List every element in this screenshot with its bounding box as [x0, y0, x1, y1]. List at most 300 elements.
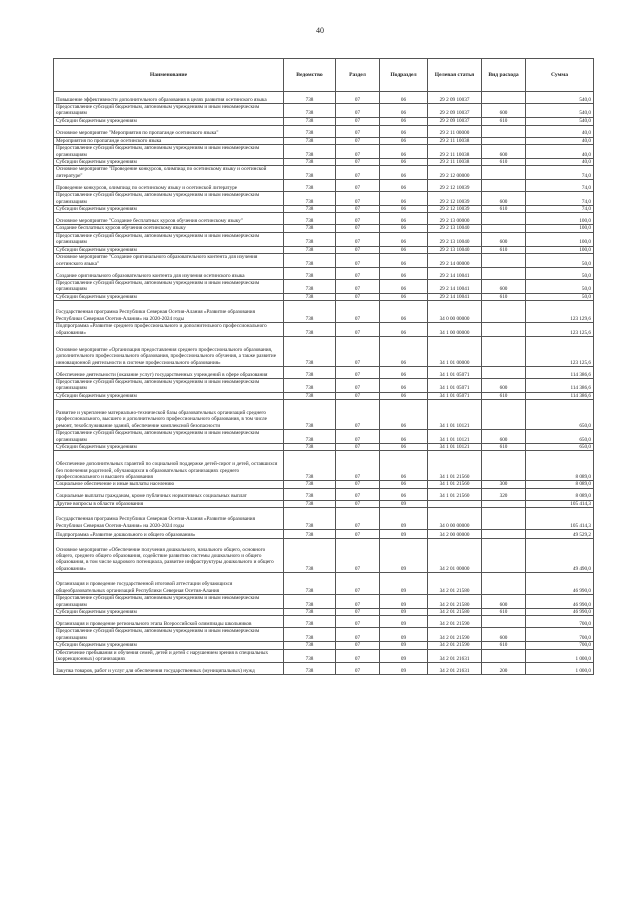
table-row: [54, 206, 594, 213]
cell-vid: [482, 366, 526, 378]
cell-statya: 34 1 00 00000: [428, 323, 482, 337]
cell-vid: 600: [482, 378, 526, 392]
cell-summa: 700,0: [526, 616, 594, 628]
cell-ved: 738: [284, 366, 336, 378]
cell-name: Предоставление субсидий бюджетным, автономным учреждениям и иным некоммерческим организациям: [54, 430, 284, 444]
cell-ved: 738: [284, 430, 336, 444]
col-header-summa: Сумма: [526, 59, 594, 92]
col-header-vid: Вид расхода: [482, 59, 526, 92]
cell-summa: 74,0: [526, 192, 594, 206]
cell-statya: 34 1 01 05071: [428, 378, 482, 392]
cell-name: Предоставление субсидий бюджетным, автономным учреждениям и иным некоммерческим организациям: [54, 145, 284, 159]
cell-summa: 74,0: [526, 166, 594, 180]
cell-ved: 738: [284, 573, 336, 595]
cell-summa: 40,0: [526, 137, 594, 144]
cell-razdel: 07: [336, 246, 380, 253]
cell-ved: 738: [284, 508, 336, 530]
cell-ved: 738: [284, 642, 336, 649]
cell-summa: 540,0: [526, 117, 594, 125]
cell-name: Подпрограмма «Развитие дошкольного и общего образования»: [54, 530, 284, 539]
table-row: [54, 137, 594, 144]
cell-podrazdel: 06: [380, 159, 428, 166]
cell-statya: 34 1 01 21560: [428, 488, 482, 500]
cell-podrazdel: 06: [380, 246, 428, 253]
cell-name: Организация и проведение государственной итоговой аттестации обучающихся общеобразовательных организаций Республики Северная Осетия-Алания: [54, 573, 284, 595]
cell-name: Развитие и укрепление материально-технической базы образовательных организаций среднего профессионального, высшего и дополнительного профессионального образования, в том числе ремонт, техобслуживание зданий, обеспечение комплексной безопасности: [54, 400, 284, 430]
cell-podrazdel: 09: [380, 609, 428, 616]
cell-summa: 46 990,0: [526, 609, 594, 616]
cell-razdel: 07: [336, 508, 380, 530]
cell-statya: 34 2 01 21631: [428, 663, 482, 675]
cell-podrazdel: 09: [380, 530, 428, 539]
cell-summa: 1 000,0: [526, 649, 594, 663]
cell-summa: 114 386,6: [526, 378, 594, 392]
cell-ved: 738: [284, 137, 336, 144]
cell-razdel: 07: [336, 366, 380, 378]
table-row: [54, 254, 594, 268]
cell-razdel: 07: [336, 301, 380, 323]
cell-name: Субсидии бюджетным учреждениям: [54, 246, 284, 253]
cell-name: Повышение эффективности дополнительного образования в целях развития осетинского языка: [54, 92, 284, 104]
cell-summa: 40,0: [526, 159, 594, 166]
cell-summa: 49 529,2: [526, 530, 594, 539]
cell-ved: 738: [284, 117, 336, 125]
cell-razdel: 07: [336, 488, 380, 500]
cell-name: Субсидии бюджетным учреждениям: [54, 117, 284, 125]
cell-statya: 29 2 11 10038: [428, 145, 482, 159]
cell-razdel: 07: [336, 293, 380, 300]
cell-vid: 600: [482, 192, 526, 206]
cell-vid: 610: [482, 642, 526, 649]
table-row: [54, 145, 594, 159]
cell-podrazdel: 06: [380, 323, 428, 337]
cell-podrazdel: 06: [380, 267, 428, 279]
cell-razdel: 07: [336, 530, 380, 539]
cell-ved: 738: [284, 246, 336, 253]
table-row: [54, 609, 594, 616]
table-body: [54, 92, 594, 675]
table-row: [54, 336, 594, 366]
cell-summa: 100,0: [526, 246, 594, 253]
cell-podrazdel: 06: [380, 117, 428, 125]
cell-name: Предоставление субсидий бюджетным, автономным учреждениям и иным некоммерческим организациям: [54, 595, 284, 609]
cell-vid: 300: [482, 481, 526, 488]
cell-podrazdel: 09: [380, 642, 428, 649]
cell-ved: 738: [284, 336, 336, 366]
cell-ved: 738: [284, 609, 336, 616]
cell-statya: 34 1 01 10121: [428, 400, 482, 430]
cell-statya: 34 1 01 10121: [428, 430, 482, 444]
cell-razdel: 07: [336, 104, 380, 118]
cell-summa: 123 129,6: [526, 301, 594, 323]
cell-statya: 34 2 01 21580: [428, 595, 482, 609]
cell-summa: 100,0: [526, 225, 594, 232]
cell-ved: 738: [284, 323, 336, 337]
cell-vid: [482, 539, 526, 573]
cell-razdel: 07: [336, 595, 380, 609]
cell-vid: [482, 180, 526, 192]
cell-name: Обеспечение деятельности (оказание услуг) государственных учреждений в сфере образования: [54, 366, 284, 378]
cell-razdel: 07: [336, 642, 380, 649]
cell-statya: 34 1 01 21560: [428, 451, 482, 481]
cell-ved: 738: [284, 92, 336, 104]
cell-statya: 29 2 12 10039: [428, 180, 482, 192]
table-row: [54, 267, 594, 279]
cell-statya: 34 2 01 21631: [428, 649, 482, 663]
cell-razdel: 07: [336, 267, 380, 279]
cell-statya: 34 2 01 00000: [428, 539, 482, 573]
cell-ved: 738: [284, 267, 336, 279]
cell-razdel: 07: [336, 137, 380, 144]
cell-statya: 29 2 09 10037: [428, 117, 482, 125]
cell-statya: 29 2 12 00000: [428, 166, 482, 180]
cell-podrazdel: 06: [380, 481, 428, 488]
table-row: [54, 125, 594, 137]
cell-vid: [482, 225, 526, 232]
cell-vid: [482, 530, 526, 539]
cell-ved: 738: [284, 254, 336, 268]
cell-summa: 1 000,0: [526, 663, 594, 675]
cell-ved: 738: [284, 279, 336, 293]
table-row: [54, 117, 594, 125]
cell-vid: [482, 649, 526, 663]
table-row: [54, 443, 594, 450]
cell-statya: 29 2 13 00000: [428, 213, 482, 225]
table-row: [54, 92, 594, 104]
cell-razdel: 07: [336, 378, 380, 392]
cell-summa: 74,0: [526, 206, 594, 213]
cell-statya: 29 2 14 10041: [428, 279, 482, 293]
cell-statya: 34 2 01 21580: [428, 573, 482, 595]
cell-podrazdel: 09: [380, 500, 428, 507]
cell-name: Социальные выплаты гражданам, кроме публичных нормативных социальных выплат: [54, 488, 284, 500]
cell-podrazdel: 06: [380, 254, 428, 268]
table-row: [54, 378, 594, 392]
cell-razdel: 07: [336, 232, 380, 246]
cell-vid: [482, 137, 526, 144]
cell-statya: 34 1 01 05071: [428, 366, 482, 378]
cell-statya: 34 2 01 21580: [428, 609, 482, 616]
cell-vid: 600: [482, 145, 526, 159]
cell-vid: 610: [482, 206, 526, 213]
cell-summa: 700,0: [526, 628, 594, 642]
cell-podrazdel: 06: [380, 392, 428, 399]
cell-summa: 123 125,6: [526, 323, 594, 337]
cell-summa: 8 089,0: [526, 488, 594, 500]
cell-statya: 34 1 01 00000: [428, 336, 482, 366]
cell-razdel: 07: [336, 451, 380, 481]
budget-table: [53, 58, 594, 675]
cell-podrazdel: 06: [380, 301, 428, 323]
cell-ved: 738: [284, 595, 336, 609]
cell-statya: 29 2 12 10039: [428, 206, 482, 213]
cell-razdel: 07: [336, 225, 380, 232]
cell-vid: [482, 92, 526, 104]
cell-name: Предоставление субсидий бюджетным, автономным учреждениям и иным некоммерческим организациям: [54, 104, 284, 118]
cell-summa: 50,0: [526, 293, 594, 300]
cell-ved: 738: [284, 649, 336, 663]
cell-razdel: 07: [336, 500, 380, 507]
page-number: 40: [316, 26, 324, 35]
table-row: [54, 192, 594, 206]
cell-podrazdel: 09: [380, 663, 428, 675]
cell-summa: 50,0: [526, 279, 594, 293]
cell-name: Субсидии бюджетным учреждениям: [54, 206, 284, 213]
cell-vid: 610: [482, 293, 526, 300]
table-row: [54, 213, 594, 225]
cell-name: Социальное обеспечение и иные выплаты населению: [54, 481, 284, 488]
table-row: [54, 530, 594, 539]
cell-vid: 610: [482, 443, 526, 450]
cell-vid: 600: [482, 430, 526, 444]
cell-podrazdel: 06: [380, 336, 428, 366]
cell-name: Мероприятия по пропаганде осетинского языка: [54, 137, 284, 144]
cell-vid: 610: [482, 609, 526, 616]
cell-razdel: 07: [336, 279, 380, 293]
cell-name: Закупка товаров, работ и услуг для обеспечения государственных (муниципальных) нужд: [54, 663, 284, 675]
table-row: [54, 500, 594, 507]
cell-podrazdel: 09: [380, 628, 428, 642]
cell-podrazdel: 06: [380, 366, 428, 378]
cell-razdel: 07: [336, 166, 380, 180]
cell-summa: 49 490,0: [526, 539, 594, 573]
cell-name: Создание бесплатных курсов обучения осетинскому языку: [54, 225, 284, 232]
cell-podrazdel: 09: [380, 595, 428, 609]
cell-razdel: 07: [336, 192, 380, 206]
cell-ved: 738: [284, 443, 336, 450]
cell-vid: [482, 254, 526, 268]
cell-vid: [482, 616, 526, 628]
cell-statya: 34 0 00 00000: [428, 508, 482, 530]
cell-podrazdel: 06: [380, 400, 428, 430]
cell-statya: 29 2 11 10038: [428, 137, 482, 144]
cell-statya: 34 2 01 21590: [428, 642, 482, 649]
table-row: [54, 649, 594, 663]
table-row: [54, 539, 594, 573]
cell-summa: 114 386,6: [526, 392, 594, 399]
cell-name: Субсидии бюджетным учреждениям: [54, 392, 284, 399]
cell-statya: 34 2 00 00000: [428, 530, 482, 539]
cell-statya: 34 1 01 05071: [428, 392, 482, 399]
cell-statya: 29 2 14 10041: [428, 267, 482, 279]
cell-statya: 29 2 14 10041: [428, 293, 482, 300]
cell-vid: 600: [482, 104, 526, 118]
cell-podrazdel: 06: [380, 443, 428, 450]
cell-summa: 105 414,3: [526, 500, 594, 507]
cell-vid: [482, 166, 526, 180]
col-header-ved: Ведомство: [284, 59, 336, 92]
cell-ved: 738: [284, 530, 336, 539]
cell-summa: 650,0: [526, 443, 594, 450]
cell-name: Основное мероприятие «Обеспечение получения дошкольного, начального общего, основного общего, среднего общего образования, содействие развитию системы дошкольного и общего образования, в том числе кадрового потенциала, развитие инфраструктуры дошкольного и общего образования»: [54, 539, 284, 573]
cell-ved: 738: [284, 616, 336, 628]
cell-ved: 738: [284, 400, 336, 430]
cell-vid: [482, 573, 526, 595]
cell-razdel: 07: [336, 180, 380, 192]
cell-vid: 610: [482, 159, 526, 166]
cell-summa: 8 089,0: [526, 481, 594, 488]
cell-razdel: 07: [336, 539, 380, 573]
cell-razdel: 07: [336, 159, 380, 166]
cell-razdel: 07: [336, 145, 380, 159]
cell-razdel: 07: [336, 430, 380, 444]
cell-razdel: 07: [336, 609, 380, 616]
cell-statya: [428, 500, 482, 507]
cell-razdel: 07: [336, 649, 380, 663]
cell-name: Создание оригинального образовательного контента для изучения осетинского языка: [54, 267, 284, 279]
cell-name: Субсидии бюджетным учреждениям: [54, 443, 284, 450]
cell-ved: 738: [284, 539, 336, 573]
cell-vid: 600: [482, 232, 526, 246]
cell-name: Предоставление субсидий бюджетным, автономным учреждениям и иным некоммерческим организациям: [54, 279, 284, 293]
cell-summa: 50,0: [526, 254, 594, 268]
cell-razdel: 07: [336, 206, 380, 213]
cell-ved: 738: [284, 628, 336, 642]
cell-summa: 123 125,6: [526, 336, 594, 366]
table-row: [54, 366, 594, 378]
cell-summa: 114 386,6: [526, 366, 594, 378]
cell-name: Государственная программа Республики Северная Осетия-Алания «Развитие образования Республики Северная Осетия-Алания» на 2020-2024 годы: [54, 508, 284, 530]
table-row: [54, 159, 594, 166]
cell-razdel: 07: [336, 628, 380, 642]
cell-podrazdel: 09: [380, 508, 428, 530]
cell-name: Основное мероприятие «Организация предоставления среднего профессионального образования, дополнительного профессионального образования, профессионального обучения, а также развитие инновационной деятельности в системе профессионального образования»: [54, 336, 284, 366]
cell-podrazdel: 06: [380, 192, 428, 206]
cell-podrazdel: 09: [380, 539, 428, 573]
cell-vid: 320: [482, 488, 526, 500]
cell-razdel: 07: [336, 117, 380, 125]
cell-name: Субсидии бюджетным учреждениям: [54, 293, 284, 300]
cell-summa: 540,0: [526, 104, 594, 118]
cell-podrazdel: 06: [380, 279, 428, 293]
col-header-statya: Целевая статья: [428, 59, 482, 92]
table-row: [54, 225, 594, 232]
cell-ved: 738: [284, 225, 336, 232]
cell-razdel: 07: [336, 481, 380, 488]
cell-name: Субсидии бюджетным учреждениям: [54, 642, 284, 649]
cell-ved: 738: [284, 159, 336, 166]
table-row: [54, 642, 594, 649]
cell-name: Предоставление субсидий бюджетным, автономным учреждениям и иным некоммерческим организациям: [54, 628, 284, 642]
cell-podrazdel: 06: [380, 232, 428, 246]
cell-ved: 738: [284, 301, 336, 323]
cell-vid: [482, 323, 526, 337]
cell-podrazdel: 06: [380, 206, 428, 213]
cell-vid: [482, 301, 526, 323]
cell-name: Подпрограмма «Развитие среднего профессионального и дополнительного профессионального образования»: [54, 323, 284, 337]
cell-razdel: 07: [336, 443, 380, 450]
cell-ved: 738: [284, 232, 336, 246]
cell-podrazdel: 06: [380, 225, 428, 232]
cell-ved: 738: [284, 481, 336, 488]
col-header-razdel: Раздел: [336, 59, 380, 92]
cell-vid: 600: [482, 279, 526, 293]
cell-razdel: 07: [336, 92, 380, 104]
cell-ved: 738: [284, 125, 336, 137]
cell-podrazdel: 06: [380, 293, 428, 300]
cell-name: Обеспечение дополнительных гарантий по социальной поддержке детей-сирот и детей, оставшихся без попечения родителей, обучающихся в образовательных организациях среднего профессионального и высшего образования: [54, 451, 284, 481]
table-row: [54, 400, 594, 430]
table-row: [54, 628, 594, 642]
cell-name: Другие вопросы в области образования: [54, 500, 284, 507]
cell-name: Проведение конкурсов, олимпиад по осетинскому языку и осетинской литературе: [54, 180, 284, 192]
cell-ved: 738: [284, 104, 336, 118]
cell-name: Государственная программа Республики Северная Осетия-Алания «Развитие образования Республики Северная Осетия-Алания» на 2020-2024 годы: [54, 301, 284, 323]
cell-razdel: 07: [336, 663, 380, 675]
cell-ved: 738: [284, 451, 336, 481]
cell-vid: [482, 336, 526, 366]
cell-podrazdel: 06: [380, 378, 428, 392]
cell-name: Предоставление субсидий бюджетным, автономным учреждениям и иным некоммерческим организациям: [54, 192, 284, 206]
col-header-podrazdel: Подраздел: [380, 59, 428, 92]
cell-ved: 738: [284, 145, 336, 159]
cell-podrazdel: 06: [380, 488, 428, 500]
cell-summa: 100,0: [526, 232, 594, 246]
cell-summa: 700,0: [526, 642, 594, 649]
cell-statya: 29 2 09 10037: [428, 92, 482, 104]
cell-name: Субсидии бюджетным учреждениям: [54, 159, 284, 166]
cell-vid: 600: [482, 595, 526, 609]
cell-vid: [482, 400, 526, 430]
cell-podrazdel: 06: [380, 104, 428, 118]
table-row: [54, 104, 594, 118]
cell-podrazdel: 09: [380, 616, 428, 628]
table-row: [54, 166, 594, 180]
cell-podrazdel: 06: [380, 430, 428, 444]
cell-ved: 738: [284, 293, 336, 300]
cell-vid: [482, 451, 526, 481]
cell-name: Предоставление субсидий бюджетным, автономным учреждениям и иным некоммерческим организациям: [54, 378, 284, 392]
cell-statya: 34 0 00 00000: [428, 301, 482, 323]
cell-razdel: 07: [336, 400, 380, 430]
cell-summa: 74,0: [526, 180, 594, 192]
cell-name: Обеспечение пребывания и обучения семей, детей и детей с нарушением зрения в специальных (коррекционных) организациях: [54, 649, 284, 663]
cell-vid: 610: [482, 117, 526, 125]
cell-ved: 738: [284, 180, 336, 192]
cell-podrazdel: 09: [380, 573, 428, 595]
cell-summa: 100,0: [526, 213, 594, 225]
cell-vid: [482, 213, 526, 225]
cell-ved: 738: [284, 378, 336, 392]
cell-summa: 105 414,3: [526, 508, 594, 530]
cell-podrazdel: 06: [380, 92, 428, 104]
table-row: [54, 323, 594, 337]
cell-razdel: 07: [336, 573, 380, 595]
cell-summa: 46 990,0: [526, 573, 594, 595]
cell-statya: 34 2 01 21590: [428, 628, 482, 642]
cell-ved: 738: [284, 213, 336, 225]
cell-statya: 29 2 11 00000: [428, 125, 482, 137]
cell-razdel: 07: [336, 392, 380, 399]
cell-vid: [482, 508, 526, 530]
cell-statya: 34 2 01 21590: [428, 616, 482, 628]
cell-razdel: 07: [336, 323, 380, 337]
cell-podrazdel: 06: [380, 125, 428, 137]
cell-name: Основное мероприятие "Проведение конкурсов, олимпиад по осетинскому языку и осетинской литературе": [54, 166, 284, 180]
table-row: [54, 293, 594, 300]
cell-razdel: 07: [336, 336, 380, 366]
cell-ved: 738: [284, 392, 336, 399]
table-row: [54, 301, 594, 323]
cell-podrazdel: 06: [380, 145, 428, 159]
cell-statya: 29 2 12 10039: [428, 192, 482, 206]
cell-summa: 650,0: [526, 430, 594, 444]
cell-ved: 738: [284, 166, 336, 180]
table-row: [54, 451, 594, 481]
table-row: [54, 508, 594, 530]
cell-statya: 29 2 14 00000: [428, 254, 482, 268]
cell-vid: 610: [482, 392, 526, 399]
